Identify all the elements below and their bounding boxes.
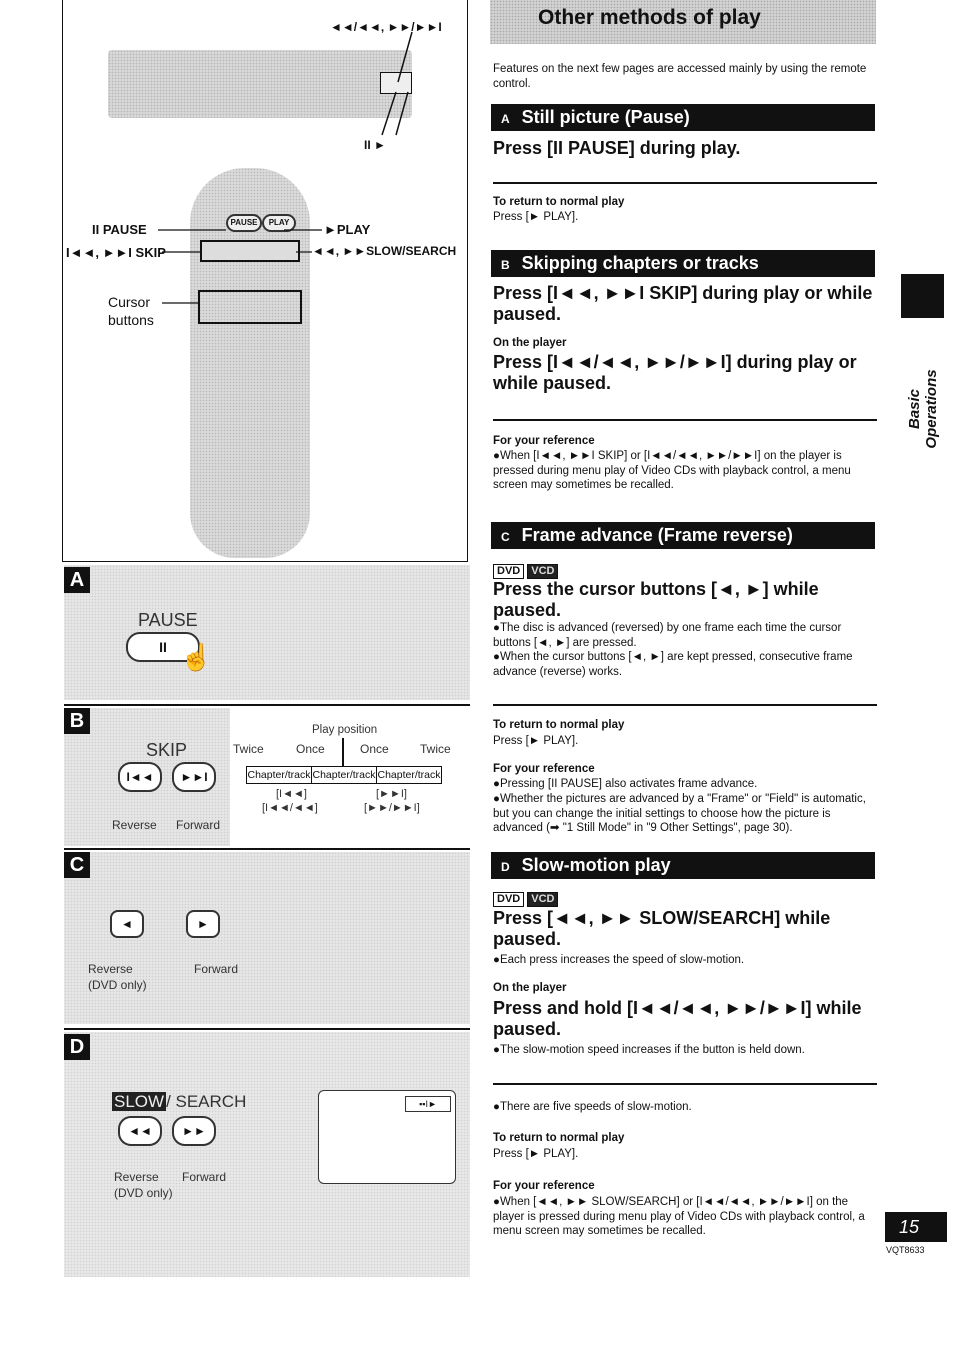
panel-c-reverse-caption: Reverse (88, 962, 133, 976)
panel-b-reverse-caption: Reverse (112, 818, 157, 832)
panel-c-letter: C (64, 852, 90, 878)
remote-skip-label: I◄◄, ►►I SKIP (66, 245, 166, 260)
panel-a-pause-button: II (126, 632, 200, 662)
section-a-title: Still picture (Pause) (521, 107, 690, 127)
section-c-title: Frame advance (Frame reverse) (521, 525, 793, 545)
search-label: / SEARCH (166, 1092, 247, 1111)
section-b-player-title: On the player (493, 337, 567, 349)
section-c-letter: C (501, 530, 510, 544)
section-c-bullet-1: ●The disc is advanced (reversed) by one frame each time the cursor buttons [◄, ►] are pressed. (493, 622, 842, 649)
slow-label: SLOW (114, 1092, 165, 1111)
section-d-ref-text: ●When [◄◄, ►► SLOW/SEARCH] or [I◄◄/◄◄, ►►/►►I] on the player is pressed during menu play of Video CDs with playback control, a menu screen may sometimes be recalled. (493, 1196, 865, 1237)
section-b-instruction: Press [I◄◄, ►►I SKIP] during play or while paused. (493, 283, 873, 324)
chapter-track-cell: Chapter/track (246, 766, 312, 784)
panel-b-reverse-button: I◄◄ (118, 762, 162, 792)
vcd-tag: VCD (527, 564, 558, 579)
section-d-note: ●There are five speeds of slow-motion. (493, 1101, 692, 1113)
panel-c-dvd-only: (DVD only) (88, 978, 147, 992)
section-d-player-instruction: Press and hold [I◄◄/◄◄, ►►/►►I] while paused. (493, 998, 862, 1039)
remote-play-label: ►PLAY (324, 222, 371, 237)
page-code: VQT8633 (886, 1245, 925, 1255)
player-fwd-arrow-label: [►►/►►I] (364, 802, 420, 814)
panel-c-left-cursor-button: ◄ (110, 910, 144, 938)
panel-b-skip-word: SKIP (146, 740, 188, 760)
panel-c-forward-caption: Forward (194, 962, 239, 976)
remote-callout-lines (150, 228, 330, 308)
panel-d-reverse-button: ◄◄ (118, 1116, 162, 1146)
panel-c-divider (64, 848, 470, 850)
section-b-ref-text: ●When [I◄◄, ►►I SKIP] or [I◄◄/◄◄, ►►/►►I] on the player is pressed during menu play of Video CDs with playback control, a menu screen may sometimes be recalled. (493, 450, 851, 491)
remote-play-button: PLAY (262, 214, 296, 232)
section-c-header (491, 522, 875, 549)
dvd-tag: DVD (493, 892, 524, 907)
section-a-rule (493, 182, 877, 184)
section-d-ref-title: For your reference (493, 1180, 595, 1192)
section-c-return-text: Press [► PLAY]. (493, 735, 579, 747)
section-b-letter: B (501, 258, 510, 272)
twice-right-label: Twice (420, 742, 451, 756)
once-left-label: Once (296, 742, 325, 756)
page-title: Other methods of play (538, 6, 761, 29)
section-b-ref-title: For your reference (493, 435, 595, 447)
section-d-bullet-1: ●Each press increases the speed of slow-motion. (493, 954, 745, 966)
section-d-return-title: To return to normal play (493, 1132, 625, 1144)
section-d-instruction: Press [◄◄, ►► SLOW/SEARCH] while paused. (493, 908, 831, 949)
section-a-instruction: Press [II PAUSE] during play. (493, 138, 741, 158)
section-c-disc-tags (493, 561, 561, 579)
section-a-letter: A (501, 112, 510, 126)
section-c-instruction: Press the cursor buttons [◄, ►] while paused. (493, 579, 819, 620)
section-c-ref-title: For your reference (493, 763, 595, 775)
remote-slow-label: ◄◄, ►►SLOW/SEARCH (312, 244, 457, 258)
panel-b-forward-button: ►►I (172, 762, 216, 792)
panel-d-slow-word (112, 1092, 246, 1112)
section-d-disc-tags (493, 889, 561, 907)
panel-b-divider (64, 704, 470, 706)
section-a-return-text: Press [► PLAY]. (493, 211, 579, 223)
panel-d-reverse-caption: Reverse (114, 1170, 159, 1184)
skip-fwd-arrow-label: [►►I] (376, 788, 407, 800)
remote-pause-button: PAUSE (226, 214, 262, 232)
section-c-ref-1: ●Pressing [II PAUSE] also activates frame advance. (493, 778, 758, 790)
dvd-tag: DVD (493, 564, 524, 579)
once-right-label: Once (360, 742, 389, 756)
play-position-label: Play position (312, 724, 378, 736)
panel-d-divider (64, 1028, 470, 1030)
section-c-rule (493, 704, 877, 706)
section-c-bullet-2: ●When the cursor buttons [◄, ►] are kept pressed, consecutive frame advance (reverse) works. (493, 651, 853, 678)
hand-pointer-icon: ☝ (180, 642, 213, 672)
side-tab-label: Basic Operations (906, 369, 940, 449)
section-d-return-text: Press [► PLAY]. (493, 1148, 579, 1160)
intro-text: Features on the next few pages are accessed mainly by using the remote control. (493, 63, 867, 90)
side-tab-marker (901, 274, 944, 318)
panel-d-dvd-only: (DVD only) (114, 1186, 173, 1200)
section-d-rule (493, 1083, 877, 1085)
player-back-arrow-label: [I◄◄/◄◄] (262, 802, 318, 814)
twice-left-label: Twice (233, 742, 264, 756)
player-callout-lines (360, 30, 420, 150)
section-d-letter: D (501, 860, 510, 874)
panel-d-forward-caption: Forward (182, 1170, 227, 1184)
remote-pause-label: II PAUSE (92, 222, 147, 237)
section-b-player-instruction: Press [I◄◄/◄◄, ►►/►►I] during play or while paused. (493, 352, 857, 393)
slow-play-indicator-icon: ▪▪I► (405, 1096, 451, 1112)
panel-d-letter: D (64, 1034, 90, 1060)
section-d-player-title: On the player (493, 982, 567, 994)
section-b-title: Skipping chapters or tracks (521, 253, 759, 273)
section-d-bullet-2: ●The slow-motion speed increases if the button is held down. (493, 1044, 805, 1056)
panel-a-pause-word: PAUSE (138, 610, 198, 630)
section-d-title: Slow-motion play (521, 855, 671, 875)
remote-cursor-label: Cursor buttons (108, 294, 154, 328)
panel-a-background (64, 565, 470, 700)
chapter-track-cell: Chapter/track (376, 766, 442, 784)
chapter-track-cell: Chapter/track (311, 766, 377, 784)
page-number: 15 (885, 1212, 947, 1242)
player-bottom-label: II ► (364, 138, 386, 152)
section-a-header (491, 104, 875, 131)
panel-c-background (64, 852, 470, 1024)
section-b-rule (493, 419, 877, 421)
section-b-header (491, 250, 875, 277)
panel-b-letter: B (64, 708, 90, 734)
section-d-header (491, 852, 875, 879)
panel-a-letter: A (64, 567, 90, 593)
vcd-tag: VCD (527, 892, 558, 907)
section-c-return-title: To return to normal play (493, 719, 625, 731)
panel-c-right-cursor-button: ► (186, 910, 220, 938)
panel-d-forward-button: ►► (172, 1116, 216, 1146)
section-c-ref-2: ●Whether the pictures are advanced by a "Frame" or "Field" is automatic, but you can change the initial settings to choose how the picture is advanced (➡ "1 Still Mode" in "9 Other Settings", page 30). (493, 793, 866, 834)
section-a-return-title: To return to normal play (493, 196, 625, 208)
panel-b-forward-caption: Forward (176, 818, 221, 832)
player-top-label: ◄◄/◄◄, ►►/►►I (330, 20, 442, 34)
skip-back-arrow-label: [I◄◄] (276, 788, 307, 800)
